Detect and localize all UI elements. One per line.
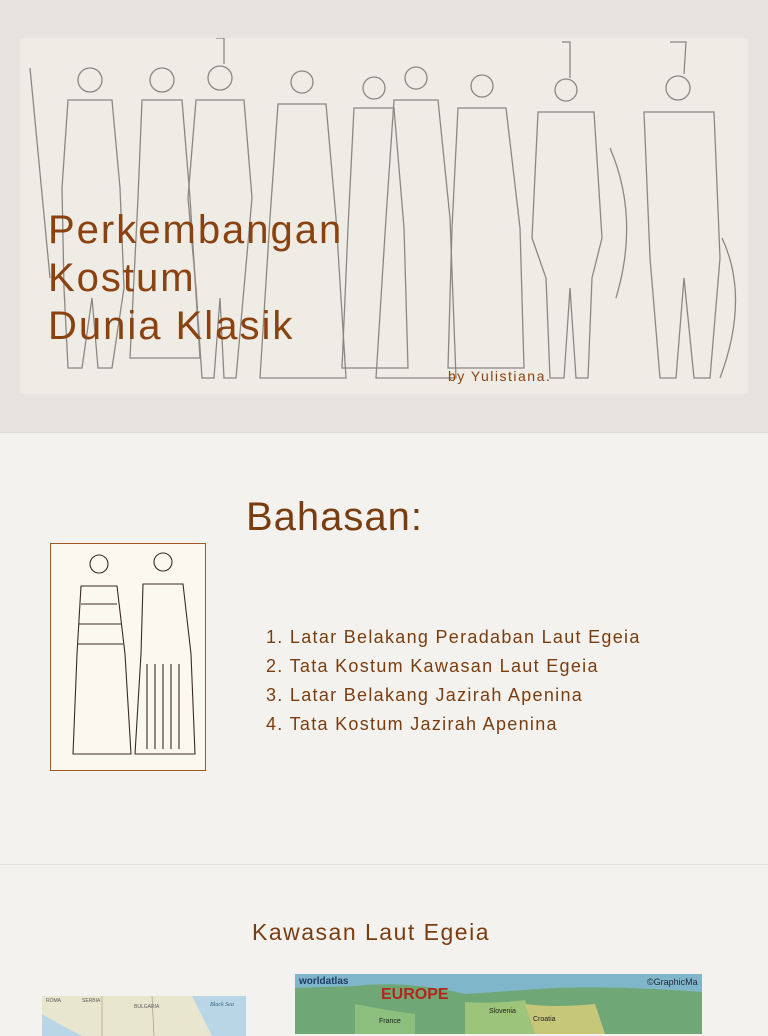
topic-item: 2. Tata Kostum Kawasan Laut Egeia <box>266 656 599 676</box>
region-heading: Kawasan Laut Egeia <box>252 919 490 945</box>
europe-map-shapes <box>295 974 702 1034</box>
agenda-heading: Bahasan: <box>246 495 424 539</box>
map-label: Slovenia <box>489 1008 516 1015</box>
topic-list <box>266 623 641 739</box>
title-line: Kostum <box>48 256 196 300</box>
map-label: SERBIA <box>82 998 101 1004</box>
map-region-label: EUROPE <box>381 986 449 1003</box>
map-label: France <box>379 1018 401 1025</box>
presentation-title <box>48 206 343 350</box>
europe-map <box>295 974 702 1034</box>
balkan-map <box>42 996 246 1036</box>
topic-item: 3. Latar Belakang Jazirah Apenina <box>266 685 584 705</box>
map-copyright: ©GraphicMa <box>647 977 698 987</box>
title-slide <box>0 0 768 432</box>
greek-women-illustration <box>50 543 206 771</box>
title-line: Perkembangan <box>48 208 344 252</box>
topic-item: 1. Latar Belakang Peradaban Laut Egeia <box>266 627 641 647</box>
map-label: BULGARIA <box>134 1004 160 1010</box>
map-label: ROMA <box>46 998 61 1004</box>
map-brand: worldatlas <box>299 976 349 987</box>
map-label: Croatia <box>533 1016 556 1023</box>
title-line: Dunia Klasik <box>48 304 295 348</box>
agenda-slide <box>0 432 768 865</box>
topic-item: 4. Tata Kostum Jazirah Apenina <box>266 714 558 734</box>
author-byline: by Yulistiana. <box>448 368 552 384</box>
greek-women-sketch <box>51 544 205 770</box>
classical-costume-figures-illustration <box>20 38 748 394</box>
region-slide <box>0 864 768 1025</box>
map-label: Black Sea <box>210 1002 234 1008</box>
